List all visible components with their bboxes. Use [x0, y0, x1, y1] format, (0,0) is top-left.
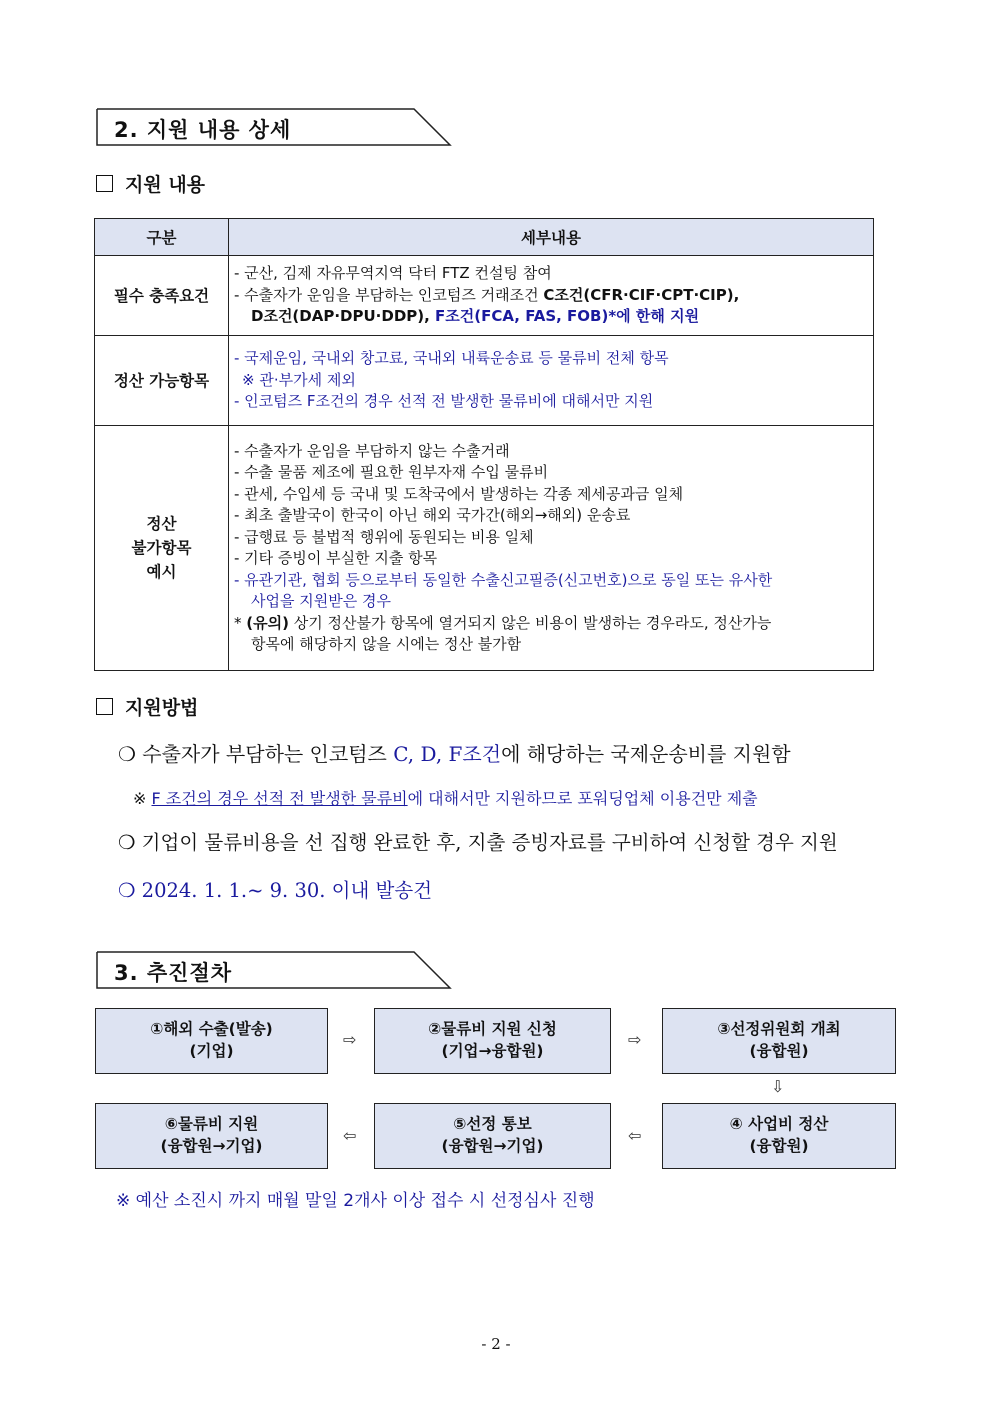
- table-header-category: 구분: [95, 219, 229, 256]
- content-text-bold: (유의): [246, 613, 289, 632]
- table-row-ineligible: [95, 426, 874, 671]
- flow-step-6: [95, 1103, 328, 1169]
- row-category: [95, 426, 229, 671]
- content-line: - 유관기관, 협회 등으로부터 동일한 수출신고필증(신고번호)으로 동일 또는 유사한: [234, 570, 773, 589]
- method-text: 에 해당하는 국제운송비를 지원함: [501, 742, 791, 766]
- section-3-title: 3. 추진절차: [114, 961, 233, 985]
- row-category: 필수 충족요건: [95, 256, 229, 336]
- content-text: *: [234, 613, 247, 632]
- content-text-bold: C조건(CFR·CIF·CPT·CIP),: [543, 285, 740, 304]
- step-title: ②물류비 지원 신청: [428, 1020, 557, 1038]
- content-text-blue: F조건(FCA, FAS, FOB)*에 한해 지원: [435, 307, 700, 326]
- content-line: - 수출자가 운임을 부담하지 않는 수출거래: [234, 441, 510, 460]
- note-text: 에 대해서만 지원하므로 포워딩업체 이용건만 제출: [407, 789, 758, 808]
- section-2-title: 2. 지원 내용 상세: [114, 118, 292, 142]
- step-title: ⑤선정 통보: [453, 1115, 532, 1133]
- content-text: 상기 정산불가 항목에 열거되지 않은 비용이 발생하는 경우라도, 정산가능: [288, 613, 772, 632]
- table-header-row: [95, 219, 874, 256]
- arrow-down-icon: ⇩: [771, 1077, 785, 1096]
- content-line: [234, 285, 867, 307]
- support-content-heading: [96, 170, 205, 197]
- step-actor: (융합원→기업): [441, 1137, 544, 1155]
- step-title: ⑥물류비 지원: [164, 1115, 259, 1133]
- checkbox-square-icon: [96, 175, 113, 192]
- step-actor: (융합원→기업): [160, 1137, 263, 1155]
- content-line: ※ 관·부가세 제외: [242, 370, 356, 389]
- flow-step-2: [374, 1008, 611, 1074]
- support-content-table: [94, 218, 874, 671]
- flow-step-3: [662, 1008, 896, 1074]
- note-mark: ※: [133, 789, 152, 808]
- step-actor: (융합원): [749, 1042, 809, 1060]
- row-content: [229, 336, 874, 426]
- page-number: - 2 -: [481, 1335, 511, 1353]
- content-line: [234, 613, 867, 635]
- content-line: 사업을 지원받은 경우: [251, 592, 391, 610]
- method-item-1: [118, 738, 791, 767]
- content-line: - 최초 출발국이 한국이 아닌 해외 국가간(해외→해외) 운송료: [234, 506, 631, 524]
- flow-step-1: [95, 1008, 328, 1074]
- section-2-heading: [96, 108, 452, 146]
- method-item-3: ❍ 2024. 1. 1.~ 9. 30. 이내 발송건: [118, 879, 433, 902]
- support-method-heading-text: 지원방법: [125, 697, 199, 719]
- content-line: - 국제운임, 국내외 창고료, 국내외 내륙운송료 등 물류비 전체 항목: [234, 349, 669, 368]
- step-actor: (융합원): [749, 1137, 809, 1155]
- content-line: - 수출 물품 제조에 필요한 원부자재 수입 물류비: [234, 463, 549, 481]
- support-content-heading-text: 지원 내용: [125, 174, 206, 196]
- content-line: - 군산, 김제 자유무역지역 닥터 FTZ 컨설팅 참여: [234, 264, 552, 283]
- row-category: 정산 가능항목: [95, 336, 229, 426]
- arrow-left-icon: ⇦: [343, 1126, 357, 1145]
- checkbox-square-icon: [96, 698, 113, 715]
- content-text-bold: D조건(DAP·DPU·DDP),: [251, 307, 436, 326]
- flow-step-5: [374, 1103, 611, 1169]
- row-content: [229, 426, 874, 671]
- method-item-2: ❍ 기업이 물류비용을 선 집행 완료한 후, 지출 증빙자료를 구비하여 신청할 경우 지원: [118, 831, 838, 854]
- content-line: [234, 306, 867, 328]
- table-header-detail: 세부내용: [229, 219, 874, 256]
- step-title: ③선정위원회 개최: [717, 1020, 841, 1038]
- category-line: 불가항목: [131, 539, 192, 557]
- section-3-heading: [96, 951, 452, 989]
- table-row-required: [95, 256, 874, 336]
- step-title: ④ 사업비 정산: [729, 1115, 829, 1133]
- row-content: [229, 256, 874, 336]
- step-title: ①해외 수출(발송): [150, 1020, 273, 1038]
- arrow-right-icon: ⇨: [628, 1030, 642, 1049]
- content-line: 항목에 해당하지 않을 시에는 정산 불가함: [251, 635, 522, 653]
- support-method-heading: [96, 693, 198, 720]
- method-note: [133, 786, 758, 809]
- content-line: - 관세, 수입세 등 국내 및 도착국에서 발생하는 각종 제세공과금 일체: [234, 484, 684, 503]
- note-underlined: F 조건의 경우 선적 전 발생한 물류비: [151, 789, 408, 808]
- category-line: 정산: [146, 515, 177, 533]
- procedure-note: ※ 예산 소진시 까지 매월 말일 2개사 이상 접수 시 선정심사 진행: [116, 1191, 595, 1211]
- content-line: - 기타 증빙이 부실한 지출 항목: [234, 549, 438, 567]
- content-line: - 인코텀즈 F조건의 경우 선적 전 발생한 물류비에 대해서만 지원: [234, 392, 654, 411]
- content-line: - 급행료 등 불법적 행위에 동원되는 비용 일체: [234, 527, 534, 546]
- method-text-blue: C, D, F조건: [393, 742, 502, 766]
- arrow-right-icon: ⇨: [343, 1030, 357, 1049]
- content-text: - 수출자가 운임을 부담하는 인코텀즈 거래조건: [234, 285, 544, 304]
- table-row-eligible: [95, 336, 874, 426]
- method-text: ❍ 수출자가 부담하는 인코텀즈: [118, 742, 394, 766]
- category-line: 예시: [146, 563, 177, 581]
- arrow-left-icon: ⇦: [628, 1126, 642, 1145]
- flow-step-4: [662, 1103, 896, 1169]
- step-actor: (기업→융합원): [441, 1042, 544, 1060]
- step-actor: (기업): [189, 1042, 234, 1060]
